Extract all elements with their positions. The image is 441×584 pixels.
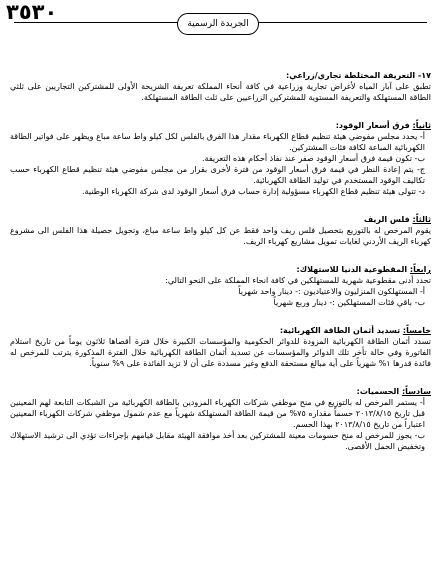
section-heading-line bbox=[10, 214, 431, 225]
section-heading: فلس الريف bbox=[363, 215, 410, 224]
page-number: ٣٥٣٠ bbox=[6, 0, 58, 24]
document-body bbox=[10, 70, 431, 452]
section-discounts bbox=[10, 386, 431, 452]
section-label: خامساً: bbox=[402, 326, 431, 335]
section-label: رابعاً: bbox=[409, 265, 431, 274]
section-heading: الحسميات: bbox=[356, 387, 400, 396]
section-heading: ١٧- التعريفة المختلطة تجاري/زراعي: bbox=[286, 71, 431, 80]
section-paragraph: يقوم المرخص له بالتوزيع بتحصيل فلس ريف واحد فقط عن كل كيلو واط ساعة مباع، وتحويل حصيلة هذا الفلس الى مشروع كهرباء الريف الأردني لغايات تمويل مشاريع كهرباء الريف. bbox=[10, 226, 431, 246]
list-item: ب- تكون قيمة فرق أسعار الوقود صفر عند نفاذ أحكام هذه التعريفة. bbox=[202, 154, 425, 163]
list-item: أ- المستهلكون المنزليون والاعتياديون :- دينار واحد شهرياً bbox=[238, 287, 425, 296]
list-item: ج- يتم إعادة النظر في قيمة فرق أسعار الوقود من فترة لأخرى بقرار من مجلس مفوضي هيئة تنظيم قطاع الكهرباء حسب تكاليف الوقود المستخدم في توليد الطاقة الكهربائية. bbox=[10, 165, 425, 185]
section-mixed-tariff bbox=[10, 70, 431, 103]
section-rural-fils bbox=[10, 214, 431, 247]
header-title: الجريدة الرسمية bbox=[177, 13, 259, 35]
list-item: ب- يجوز للمرخص له منح حسومات معينة للمشتركين بعد أخذ موافقة الهيئة مقابل قيامهم بإجراءات تؤدي الى ترشيد الاستهلاك وتخفيض الحمل الأقصى. bbox=[10, 431, 425, 451]
section-heading-line bbox=[10, 264, 431, 275]
section-heading-line bbox=[10, 120, 431, 131]
section-label: سادساً: bbox=[401, 387, 431, 396]
section-heading: فرق أسعار الوقود: bbox=[335, 121, 410, 130]
list-item: ب- باقي فئات المستهلكين :- دينار وربع شهرياً bbox=[273, 298, 425, 307]
section-label: ثانياً: bbox=[412, 121, 431, 130]
list-item: أ- يستمر المرخص له بالتوزيع في منح موظفي شركات الكهرباء المزودين بالطاقة الكهربائية من الشبكات التابعة لهم المعينين قبل تاريخ ٢٠١٣/٨/١٥ حسماً مقداره ٧٥% من قيمة الطاقة المستهلكة شهرياً مع عدم شمول موظفي شركات الكهرباء المعينين اعتباراً من تاريخ ٢٠١٣/٨/١٥ بهذا الحسم. bbox=[10, 398, 425, 429]
section-payment bbox=[10, 325, 431, 369]
section-heading-line bbox=[10, 325, 431, 336]
section-heading-line bbox=[10, 386, 431, 397]
section-label: ثالثاً: bbox=[412, 215, 431, 224]
section-paragraph: تطبق على آبار المياه لأغراض تجارية وزراعية في كافة أنحاء المملكة تعريفة الشريحة الأولى للمشتركين التجاريين على ثلثي الطاقة المستهلكة والتعريفة المستوية للمشتركين الزراعيين على ثلث الطاقة المستهلكة. bbox=[10, 82, 431, 102]
section-paragraph: تحدد أدنى مقطوعية شهرية للمستهلكين في كافة انحاء المملكة على النحو التالي: bbox=[165, 276, 431, 285]
section-fuel-price-difference bbox=[10, 120, 431, 197]
list-item: د- تتولى هيئة تنظيم قطاع الكهرباء مسؤولية إدارة حساب فرق أسعار الوقود لدى شركة الكهرباء الوطنية. bbox=[81, 187, 425, 196]
list-item: أ- يحدد مجلس مفوضي هيئة تنظيم قطاع الكهرباء مقدار هذا الفرق بالفلس لكل كيلو واط ساعة مباع ويظهر على فواتير الطاقة الكهربائية المباعة لكافة فئات المشتركين. bbox=[10, 132, 425, 152]
section-minimum-consumption bbox=[10, 264, 431, 308]
section-paragraph: تسدد أثمان الطاقة الكهربائية المزودة للدوائر الحكومية والمؤسسات الكبيرة خلال فترة أقصاها ثلاثون يوماً من تاريخ استلام الفاتورة وفي حالة تأخر تلك الدوائر والمؤسسات عن تسديد أثمان الطاقة الكهربائية خلال الفترة المذكورة يترتب للمرخص له فائدة قدرها ١% شهرياً على أية مبالغ مستحقة الدفع وغير مسددة على أن لا تزيد الفائدة على ٩% سنوياً. bbox=[10, 337, 431, 368]
section-heading: تسديد أثمان الطاقة الكهربائية: bbox=[279, 326, 401, 335]
section-heading: المقطوعية الدنيا للاستهلاك: bbox=[296, 265, 408, 274]
